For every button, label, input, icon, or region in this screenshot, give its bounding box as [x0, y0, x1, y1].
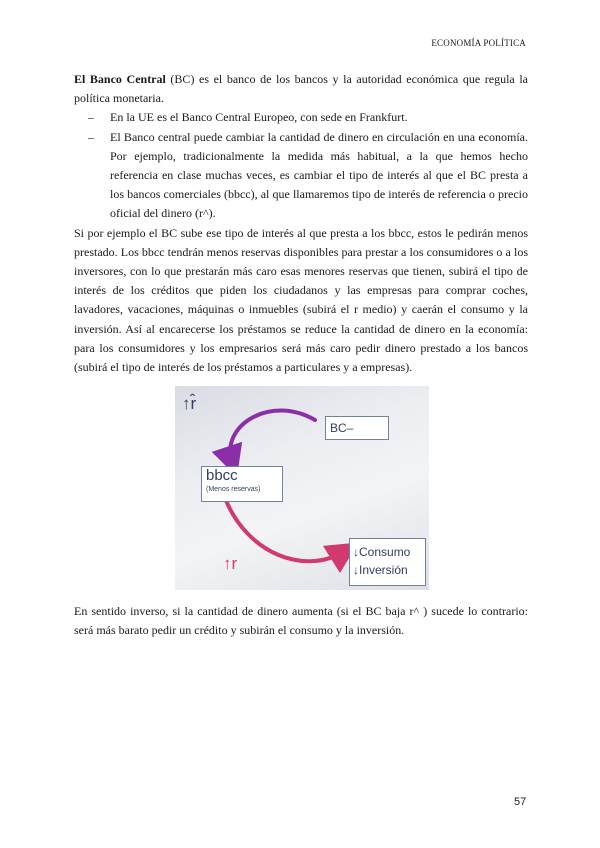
arrow-bc-to-bbcc	[230, 411, 315, 462]
bullet-item: – El Banco central puede cambiar la cantidad de dinero en circulación en una economía. Por ejemplo, tradicionalmente la medida más habitual, a la que hemos hecho referencia en clase muchas veces, es cambiar el tipo de interés al que el BC presta a los bancos comerciales (bbcc), al que llamaremos tipo de interés de referencia o precio oficial del dinero (r^).	[110, 128, 528, 224]
consumo-label: ↓Consumo	[353, 545, 411, 559]
bullet-item: – En la UE es el Banco Central Europeo, con sede en Frankfurt.	[110, 108, 528, 127]
arrow-bbcc-to-consumption	[225, 498, 345, 561]
intro-text: (BC) es el banco de los bancos y la autoridad económica que regula la política monetaria.	[74, 72, 528, 106]
page-number: 57	[514, 796, 527, 808]
intro-paragraph	[74, 70, 528, 108]
explanation-paragraph: Si por ejemplo el BC sube ese tipo de interés al que presta a los bbcc, estos le pedirán menos prestado. Los bbcc tendrán menos reservas disponibles para prestar a los consumidores o a los inversores, con lo que prestarán más caro esas menores reservas que tienen, subirá el tipo de interés de los créditos que piden los ciudadanos y las empresas para comprar coches, lavadores, vacaciones, máquinas o inmuebles (subirá el r medio) y caerán el consumo y la inversión. Así al encarecerse los préstamos se reduce la cantidad de dinero en la economía: para los consumidores y los empresarios será más caro pedir dinero prestado a los bancos (subirá el tipo de interés de los préstamos a particulares y a empresas).	[74, 225, 528, 375]
inversion-label: ↓Inversión	[353, 563, 408, 577]
main-text	[74, 70, 528, 377]
bbcc-box	[201, 466, 283, 502]
rate-hat-label: ↑r̂	[182, 394, 197, 413]
consumption-box	[349, 538, 426, 586]
bbcc-sublabel: (Menos reservas)	[206, 486, 261, 493]
running-header: ECONOMÍA POLÍTICA	[431, 38, 526, 48]
rate-label: ↑r	[223, 554, 238, 573]
intro-term: El Banco Central	[74, 72, 166, 86]
bullet-list	[74, 108, 528, 223]
bbcc-label: bbcc	[206, 467, 238, 484]
monetary-policy-diagram	[175, 386, 429, 590]
closing-paragraph: En sentido inverso, si la cantidad de dinero aumenta (si el BC baja r^ ) sucede lo contrario: será más barato pedir un crédito y subirán el consumo y la inversión.	[74, 604, 528, 638]
bc-label: BC–	[330, 421, 354, 435]
bc-box	[325, 416, 389, 440]
